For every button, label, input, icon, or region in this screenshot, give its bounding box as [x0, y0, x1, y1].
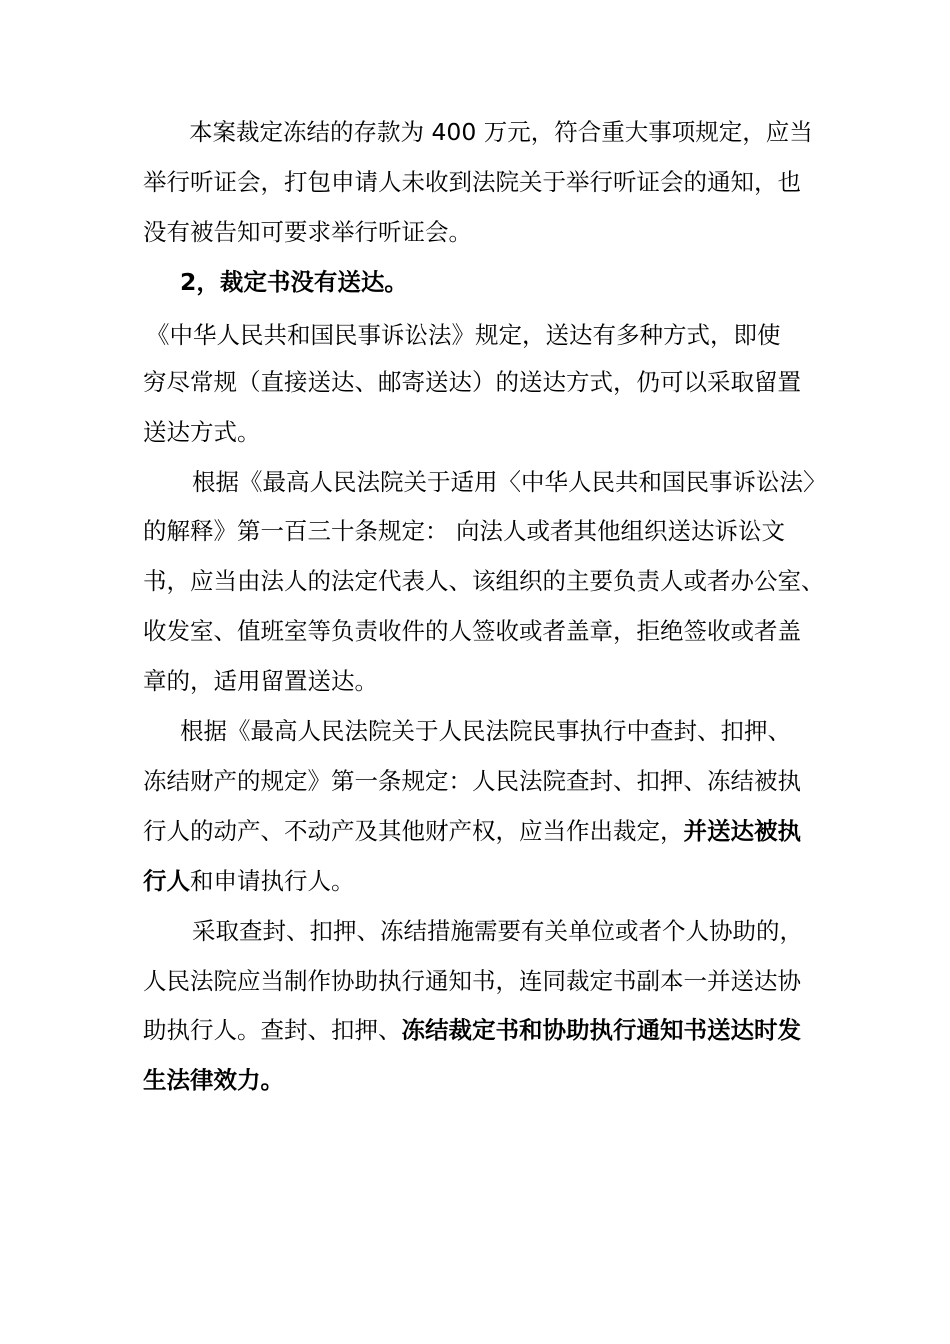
paragraph-1-line-1: 本案裁定冻结的存款为 400 万元，符合重大事项规定，应当: [189, 118, 813, 146]
paragraph-5-line-1: 采取查封、扣押、冻结措施需要有关单位或者个人协助的，: [192, 917, 803, 945]
paragraph-1-line-3: 没有被告知可要求举行听证会。: [143, 218, 472, 246]
paragraph-3-line-3: 书，应当由法人的法定代表人、该组织的主要负责人或者办公室、: [143, 567, 825, 595]
paragraph-3-line-2: 的解释》第一百三十条规定： 向法人或者其他组织送达诉讼文: [143, 517, 785, 545]
paragraph-3-line-5: 章的，适用留置送达。: [143, 667, 378, 695]
paragraph-1-line-2: 举行听证会，打包申请人未收到法院关于举行听证会的通知，也: [143, 168, 801, 196]
paragraph-4-line-3: [143, 816, 801, 846]
paragraph-2-line-1: 《中华人民共和国民事诉讼法》规定，送达有多种方式，即使: [146, 321, 781, 349]
paragraph-5-line-2: 人民法院应当制作协助执行通知书，连同裁定书副本一并送达协: [143, 967, 801, 995]
paragraph-4-line-4-text: 和申请执行人。: [190, 867, 355, 895]
paragraph-5-line-3-text: 助执行人。查封、扣押、: [143, 1016, 402, 1044]
paragraph-4-line-1: 根据《最高人民法院关于人民法院民事执行中查封、扣押、: [180, 717, 791, 745]
paragraph-4-line-2: 冻结财产的规定》第一条规定：人民法院查封、扣押、冻结被执: [143, 767, 801, 795]
paragraph-5-line-3: [143, 1015, 801, 1045]
paragraph-5-emphasis-2: 生法律效力。: [143, 1066, 284, 1094]
paragraph-3-line-1: 根据《最高人民法院关于适用〈中华人民共和国民事诉讼法〉: [192, 468, 827, 496]
paragraph-2-line-3: 送达方式。: [143, 418, 261, 446]
section-heading: 2，裁定书没有送达。: [180, 268, 408, 296]
paragraph-4-emphasis-1: 并送达被执: [683, 817, 801, 845]
paragraph-3-line-4: 收发室、值班室等负责收件的人签收或者盖章，拒绝签收或者盖: [143, 617, 801, 645]
paragraph-4-emphasis-2: 行人: [143, 867, 190, 895]
paragraph-5-emphasis-1: 冻结裁定书和协助执行通知书送达时发: [401, 1016, 801, 1044]
paragraph-2-line-2: 穷尽常规（直接送达、邮寄送达）的送达方式，仍可以采取留置: [143, 368, 801, 396]
paragraph-4-line-4: [143, 866, 355, 896]
paragraph-4-line-3-text: 行人的动产、不动产及其他财产权，应当作出裁定，: [143, 817, 684, 845]
